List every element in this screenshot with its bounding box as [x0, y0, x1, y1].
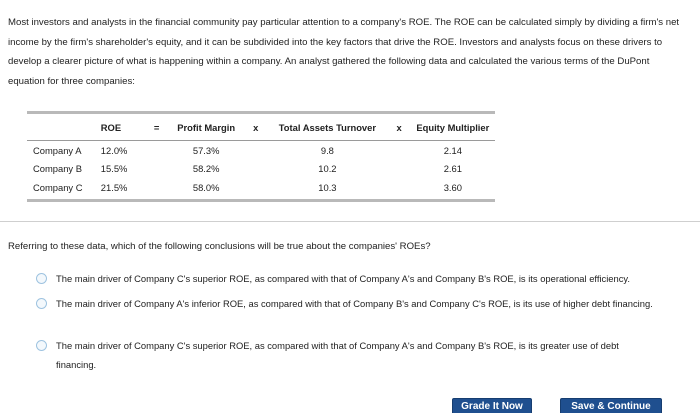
- table-bottom-rule: [27, 199, 495, 202]
- table-row: [27, 141, 495, 159]
- profit-margin-value: 57.3%: [192, 144, 220, 156]
- dupont-table-container: [27, 111, 495, 202]
- grade-it-now-button[interactable]: Grade It Now: [452, 398, 532, 413]
- table-row: [27, 177, 495, 199]
- answer-option-label: The main driver of Company C's superior ROE, as compared with that of Company A's and Company B's ROE, is its greater use of debt financing.: [56, 340, 619, 370]
- roe-value: 21.5%: [100, 181, 128, 193]
- intro-paragraph: Most investors and analysts in the financial community pay particular attention to a company's ROE. The ROE can be calculated simply by dividing a firm's net income by the firm's shareholder's equity, and it can be subdivided into the key factors that drive the ROE. Investors and analysts focus on these drivers to develop a clearer picture of what is happening within a company. An analyst gathered the following data and calculated the various terms of the DuPont equation for three companies:: [8, 17, 680, 87]
- equity-multiplier-value: 2.61: [443, 162, 462, 174]
- company-name: Company C: [33, 181, 83, 193]
- radio-button[interactable]: [36, 298, 47, 309]
- company-name: Company B: [33, 162, 82, 174]
- answer-option-label: The main driver of Company C's superior ROE, as compared with that of Company A's and Company B's ROE, is its operational efficiency.: [56, 273, 631, 284]
- equity-multiplier-value: 2.14: [443, 144, 462, 156]
- header-total-assets-turnover: Total Assets Turnover: [278, 121, 377, 133]
- header-profit-margin: Profit Margin: [177, 121, 236, 133]
- header-equals: =: [153, 121, 160, 133]
- answer-option-1[interactable]: [36, 269, 666, 288]
- total-assets-turnover-value: 10.3: [318, 181, 337, 193]
- save-and-continue-button[interactable]: Save & Continue: [560, 398, 662, 413]
- equity-multiplier-value: 3.60: [443, 181, 462, 193]
- total-assets-turnover-value: 9.8: [320, 144, 334, 156]
- dupont-table: [27, 114, 495, 199]
- radio-button[interactable]: [36, 273, 47, 284]
- header-company: [27, 114, 101, 140]
- answer-option-3[interactable]: [36, 336, 666, 374]
- table-row: [27, 159, 495, 177]
- total-assets-turnover-value: 10.2: [318, 162, 337, 174]
- table-header-row: [27, 114, 495, 140]
- header-times-2: x: [396, 121, 402, 133]
- roe-value: 15.5%: [100, 162, 128, 174]
- profit-margin-value: 58.2%: [192, 162, 220, 174]
- roe-value: 12.0%: [100, 144, 128, 156]
- profit-margin-value: 58.0%: [192, 181, 220, 193]
- radio-button[interactable]: [36, 340, 47, 351]
- answer-option-label: The main driver of Company A's inferior ROE, as compared with that of Company B's and Company C's ROE, is its use of higher debt financing.: [56, 298, 653, 309]
- header-times-1: x: [253, 121, 259, 133]
- header-equity-multiplier: Equity Multiplier: [416, 121, 490, 133]
- header-roe: ROE: [100, 121, 122, 133]
- answer-option-2[interactable]: [36, 294, 666, 313]
- question-text: Referring to these data, which of the following conclusions will be true about the companies' ROEs?: [8, 241, 431, 252]
- company-name: Company A: [33, 144, 82, 156]
